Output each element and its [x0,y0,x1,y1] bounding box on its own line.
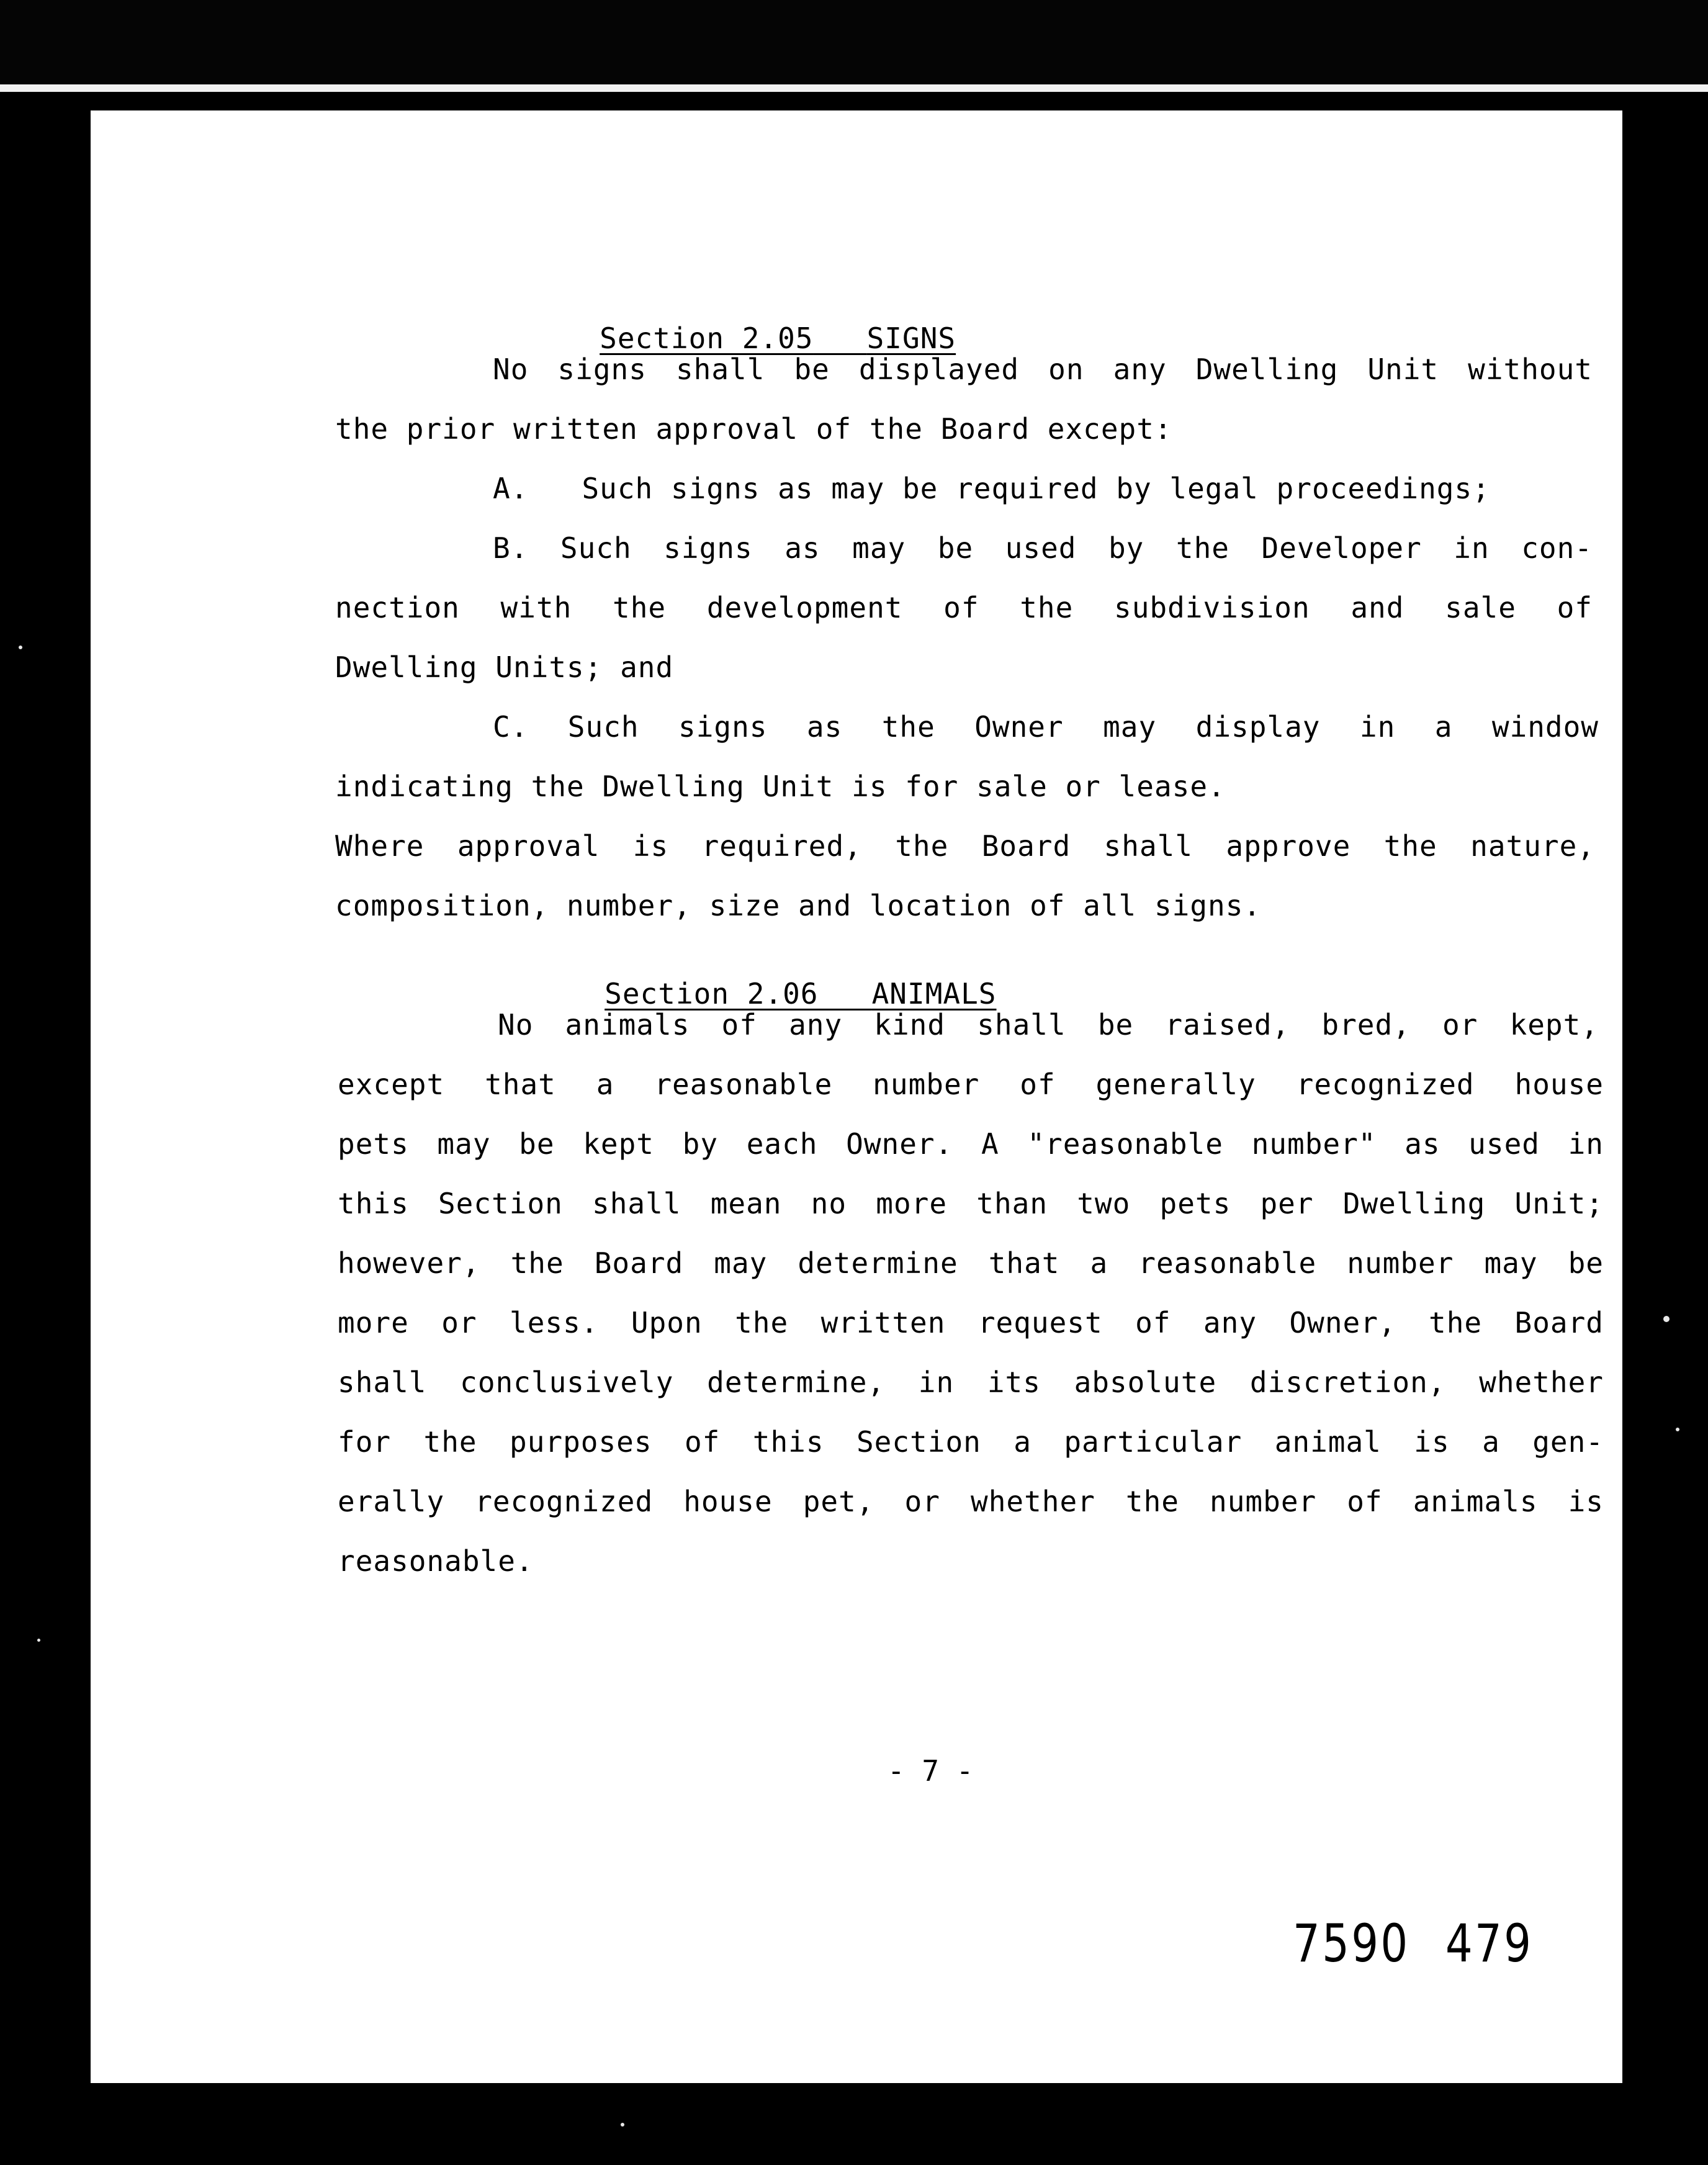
paragraph-line: pets may be kept by each Owner. A "reasonable number" as used in [338,1127,1604,1161]
page-number: - 7 - [888,1754,974,1788]
section-206-title: ANIMALS [871,977,997,1010]
section-205-number: Section 2.05 [600,322,814,355]
paragraph-line: more or less. Upon the written request of any Owner, the Board [338,1306,1604,1339]
stamp-page: 479 [1445,1913,1534,1974]
paragraph-line: this Section shall mean no more than two pets per Dwelling Unit; [338,1187,1604,1220]
paragraph-line: reasonable. [338,1544,534,1578]
paragraph-line: Dwelling Units; and [335,650,674,684]
scan-top-band [0,84,1708,92]
paragraph-line: composition, number, size and location of all signs. [335,889,1262,922]
scan-noise [1663,1316,1670,1322]
paragraph-line: except that a reasonable number of generally recognized house [338,1068,1604,1101]
list-item-a: A. Such signs as may be required by legal proceedings; [493,472,1490,505]
section-206-number: Section 2.06 [605,977,819,1010]
scan-noise [19,646,22,649]
paragraph-line: the prior written approval of the Board except: [335,412,1172,446]
paragraph-line: nection with the development of the subdivision and sale of [335,591,1593,624]
section-205-title: SIGNS [866,322,956,355]
document-page [91,110,1622,2083]
list-item-c: C. Such signs as the Owner may display in a window [493,710,1599,744]
paragraph-line: indicating the Dwelling Unit is for sale or lease. [335,770,1226,803]
scan-noise [37,1639,40,1642]
paragraph-line: No signs shall be displayed on any Dwelling Unit without [493,353,1593,386]
scan-noise [1676,1428,1679,1431]
document-body [91,110,1622,2083]
scan-top-border [0,0,1708,93]
paragraph-line: erally recognized house pet, or whether the number of animals is [338,1485,1604,1518]
scan-noise [621,2123,624,2127]
paragraph-line: No animals of any kind shall be raised, bred, or kept, [498,1008,1599,1042]
book-page-stamp [1199,1852,1569,2035]
paragraph-line: shall conclusively determine, in its absolute discretion, whether [338,1366,1604,1399]
list-item-b: B. Such signs as may be used by the Developer in con- [493,531,1593,565]
stamp-book: 7590 [1293,1913,1410,1974]
paragraph-line: however, the Board may determine that a reasonable number may be [338,1246,1604,1280]
paragraph-line: for the purposes of this Section a particular animal is a gen- [338,1425,1604,1459]
paragraph-line: Where approval is required, the Board shall approve the nature, [335,829,1595,863]
